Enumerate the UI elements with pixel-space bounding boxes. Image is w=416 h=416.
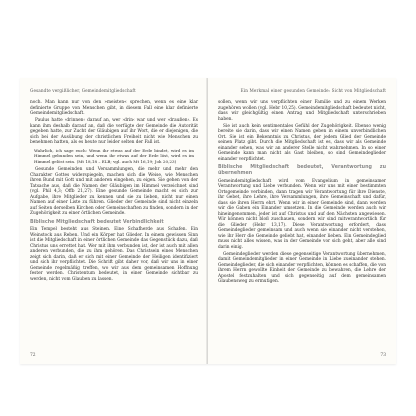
paragraph: Gesunde Gemeinden und Versammlungen, die mehr und mehr den Charakter Gottes widerspiegeln, machen sich die Weise, wie Menschen ihren Bund mit Gott und mit anderen eingehen, zu eigen. Sie gehen von der Tatsache aus, daß die Namen der Gläubigen im Himmel verzeichnet sind (vgl. Phil 4,3; Offb 21,27). Eine gesunde Gemeinde macht es sich zur Aufgabe, ihre Mitglieder zu kennen und sie zu lieben, nicht nur einen Namen auf einer Liste zu führen. Glieder der Gemeinde sind nicht einzeln auf Seiten derselben Kirchen oder Gemeinschaften zu finden, sondern in der Zugehörigkeit zu einer örtlichen Gemeinde. [30,167,198,216]
paragraph: Ein Tempel besteht aus Steinen. Eine Schafherde aus Schafen. Ein Weinstock aus Reben. Und ein Körper hat Glieder. In einem gewissen Sinn ist die Mitgliedschaft in einer örtlichen Gemeinde das Gegenstück dazu, daß Christus uns errettet hat. Wer mit ihm verbunden ist, der ist auch mit allen anderen verbunden, die zu ihm gehören. Das Christsein eines Menschen zeigt sich darin, daß er sich mit einer Gemeinde der Heiligen identifiziert und sich ihr verpflichtet. Die Schrift gibt daher vor, daß wir uns in einer Gemeinde regelmäßig treffen, wo wir aus dem gemeinsamen Hoffnung fester werden. Christentum bedeutet, in einer Gemeinde sichtbar zu werden, nicht vom Glauben zu lassen. [30,227,198,282]
page-number: 72 [30,353,36,358]
page-number: 73 [380,353,386,358]
paragraph: Gemeindeglieder werden diese gegenseitige Verantwortung übernehmen, damit Gemeindemitglieder in einer Gemeinde in Liebe zueinander stehen. Gemeindeglieder, die sich einander verpflichten, können es schaffen, die von ihrem Herrn gewollte Einheit der Gemeinde zu bewahren, die Lehre der Apostel festzuhalten und sich gegenseitig auf dem gemeinsamen Glaubensweg zu ermutigen. [218,251,386,285]
left-running-head: Gesandte vergißlicher, Gemeindemitgliedschaft [30,88,136,93]
left-page [20,78,208,364]
paragraph: noch. Man kann nur von den »meisten« sprechen, wenn es eine klar definierte Gruppe von Menschen gibt, in diesem Fall eine klar definierte Gemeindemitgliedschaft. [30,100,198,116]
section-heading: Biblische Mitgliedschaft bedeutet Verbindlichkeit [30,219,164,225]
right-page-body [218,100,386,286]
left-page-body [30,100,198,284]
paragraph: Paulus hatte ›drinnen‹ darauf an, wer ›drin‹ war und wer ›draußen‹. Es kann ihm deshalb darauf an, daß die verfügte der Gemeinde die Autorität gegeben hatte, zur Zucht der Gläubigen auf ihr Wort, die er diejenigen, die sich bei der Ausübung der christlichen Freiheit nicht wie Menschen zu benehmen hatten, als es heute nur leider selten der Fall ist. [30,118,198,145]
right-page [208,78,396,364]
right-running-head: Ein Merkmal einer gesunden Gemeinde: Sicht von Mitgliedschaft [240,88,386,93]
paragraph: Gemeindemitgliedschaft wird vom Evangelium in gemeinsamer Verantwortung und Liebe verbunden. Wenn wir uns mit einer bestimmten Ortsgemeinde verbinden, dann tragen wir Verantwortung für ihre Dienste, ihr Gebet, ihre Lehre, ihre Versammlungen, ihre Gemeinschaft und dafür, dass sie ihren Herrn ehrt. Wenn wir in einer Gemeinde sind, dann werden wir die Gaben ein Einander umsetzen. In die Gemeinde werden auch wir hineingenommen, jeder ist auf Christus und auf den Nächsten angewiesen. Wir können nicht bloß zuschauen, sondern wir sind mitverantwortlich für die Glieder (Hebr 13,17). Diese Verantwortung erfordert, dass Gemeindeglieder gemeinsam und auch wenn sie einander nicht verstehen, wie ihr Herr die Gemeinde geliebt hat, einander lieben. Ein Gemeindeglied muss nicht alles wissen, was in der Gemeinde vor sich geht, aber alle sind darin einig. [218,178,386,250]
paragraph: sollen, wenn wir uns verpflichten einer Familie und zu einem Werken zugehören wollen (vgl. Hebr 10,25). Gemeindemitgliedschaft bedeutet nicht, dass wir gleichgültig einen Antrag und Mitgliedschaft unterschrieben haben. [218,100,386,122]
block-quote: Wahrlich, ich sage euch: Wenn ihr etwas auf der Erde bindet, wird es im Himmel gebunden sein, und wenn ihr etwas auf der Erde löst, wird es im Himmel gelöst sein. (Mt 18,18 – ELB; vgl. auch Mt 16,19; Joh 20,23) [34,147,194,164]
paragraph: Sie ist auch kein sentimentales Gefühl der Zugehörigkeit. Ebenso wenig bereite sie darin, dass wir einen Namen geben in einem unverbindlichen Ort. Sie ist ein Bekenntnis zu Christus, der jedem Glied der Gemeinde seinen Platz gibt. Durch die Mitgliedschaft ist es, dass wir als Gemeinde einander sehen, was wir an anderer Stelle nicht wahrnehmen. In so einer Gemeinde kann man nicht als Gast bleiben, so sind Gemeindeglieder einander verpflichtet. [218,123,386,162]
section-heading: Biblische Mitgliedschaft bedeutet, Verantwortung zu übernehmen [218,165,386,176]
